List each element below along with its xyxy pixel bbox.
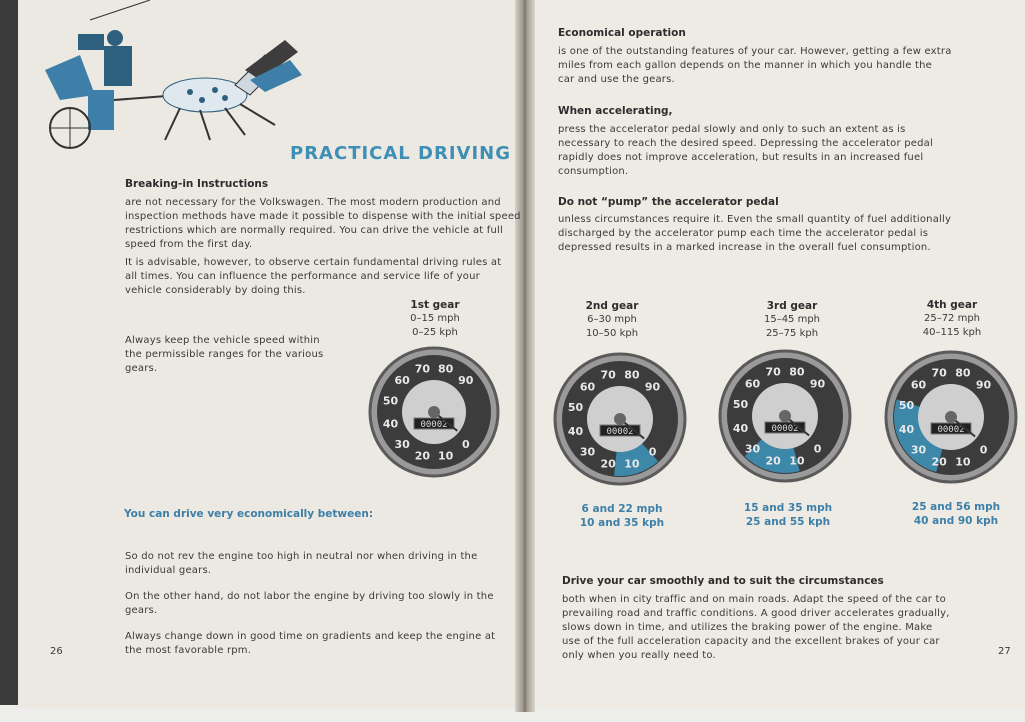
gauge-number: 0 [461,437,470,451]
gauge-number: 40 [732,421,749,435]
pump-heading: Do not “pump” the accelerator pedal [558,196,779,208]
gear-2-ranges: 2nd gear 6–30 mph 10–50 kph [585,300,639,339]
smooth-driving-heading: Drive your car smoothly and to suit the circumstances [562,575,884,587]
rev-paragraph: So do not rev the engine too high in neutral nor when driving in the individual gears. [125,551,478,576]
gauge-number: 40 [382,417,399,431]
gauge-number: 0 [813,442,822,456]
gauge-number: 40 [898,422,915,436]
accelerating-paragraph: press the accelerator pedal slowly and only to such an extent as is necessary to reach the desired speed. Depressing the accelerator pedal rapidly does not improve acceleration, but results in an increased fuel consumption. [558,124,933,177]
page-number-left: 26 [50,646,63,657]
gauge-number: 50 [382,394,399,408]
speedometer-gear-2 [553,352,687,486]
gauge-number: 60 [579,380,596,394]
needle-hub [614,413,626,425]
gauge-number: 20 [765,454,781,468]
economical-operation-heading: Economical operation [558,27,686,39]
gauge-number: 10 [789,454,805,468]
gauge-number: 40 [567,424,584,438]
needle-hub [945,411,957,423]
gauge-number: 80 [437,362,454,376]
gauge-number: 90 [644,380,661,394]
gauge-number: 50 [732,398,749,412]
gauge-number: 90 [975,378,992,392]
gauge-number: 50 [567,401,584,415]
breaking-in-heading: Breaking-in Instructions [125,178,269,190]
page-number-right: 27 [998,646,1011,657]
gear-1-ranges: 1st gear 0–15 mph 0–25 kph [410,299,460,338]
gauge-number: 20 [600,457,616,471]
keep-speed-paragraph: Always keep the vehicle speed within the permissible ranges for the various gears. [125,335,324,374]
gauge-number: 70 [414,362,431,376]
odometer-digits: 00002 [606,427,634,437]
gauge-number: 80 [624,368,640,382]
change-paragraph: Always change down in good time on gradients and keep the engine at the most favorable rpm. [125,631,496,656]
labor-paragraph: On the other hand, do not labor the engine by driving too slowly in the gears. [125,591,494,616]
gauge-number: 70 [600,368,616,382]
gauge-number: 30 [394,437,410,451]
gauge-number: 10 [624,457,640,471]
gauge-number: 10 [955,455,971,469]
gear-3-economical-range: 15 and 35 mph 25 and 55 kph [743,502,833,528]
speedometer-gear-1 [368,346,500,478]
page-title: PRACTICAL DRIVING [290,143,512,164]
needle-hub [428,406,440,418]
gauge-number: 60 [394,374,410,388]
gauge-number: 30 [910,443,927,457]
gauge-number: 20 [414,449,431,463]
gear-4-ranges: 4th gear 25–72 mph 40–115 kph [922,299,982,338]
gauge-number: 0 [979,443,988,457]
gauge-number: 90 [809,377,826,391]
gauge-number: 60 [910,378,927,392]
gauge-number: 90 [458,374,474,388]
book-spine [515,0,535,712]
gauge-number: 80 [789,365,805,379]
gauge-number: 30 [579,445,596,459]
advisable-paragraph: It is advisable, however, to observe certain fundamental driving rules at all times. You can influence the performance and service life of your vehicle considerably by doing this. [125,257,502,296]
horse-carriage-illustration [30,0,310,150]
gauge-number: 60 [744,377,761,391]
gauge-number: 20 [931,455,947,469]
economical-between-heading: You can drive very economically between: [124,508,374,520]
economical-operation-paragraph: is one of the outstanding features of your car. However, getting a few extra miles from each gallon depends on the manner in which you handle the car and use the gears. [558,46,952,85]
gauge-number: 80 [955,366,971,380]
smooth-driving-paragraph: both when in city traffic and on main roads. Adapt the speed of the car to prevailing road and traffic conditions. A good driver accelerates gradually, slows down in time, and utilizes the braking power of the engine. Make use of the full acceleration capacity and the excellent brakes of your car only when you really need to. [562,594,950,661]
gauge-number: 70 [931,366,947,380]
speedometer-gear-3 [718,349,852,483]
speedometer-gear-4 [884,350,1018,484]
gauge-number: 10 [437,449,454,463]
needle-hub [779,410,791,422]
odometer-digits: 00002 [420,420,448,430]
gauge-number: 70 [765,365,781,379]
gauge-number: 0 [648,445,657,459]
pump-paragraph: unless circumstances require it. Even the small quantity of fuel additionally discharged by the accelerator pump each time the accelerator pedal is depressed results in a marked increase in the overall fuel consumption. [558,214,952,253]
gear-3-ranges: 3rd gear 15–45 mph 25–75 kph [763,300,821,339]
odometer-digits: 00002 [771,424,799,434]
odometer-digits: 00002 [937,425,965,435]
accelerating-heading: When accelerating, [558,105,673,117]
breaking-in-paragraph: are not necessary for the Volkswagen. The most modern production and inspection methods have made it possible to dispense with the initial speed restrictions which are normally required. You can drive the vehicle at full speed from the first day. [125,197,521,250]
gear-4-economical-range: 25 and 56 mph 40 and 90 kph [911,501,1001,527]
gauge-number: 50 [898,399,915,413]
gauge-number: 30 [744,442,761,456]
gear-2-economical-range: 6 and 22 mph 10 and 35 kph [579,503,665,529]
